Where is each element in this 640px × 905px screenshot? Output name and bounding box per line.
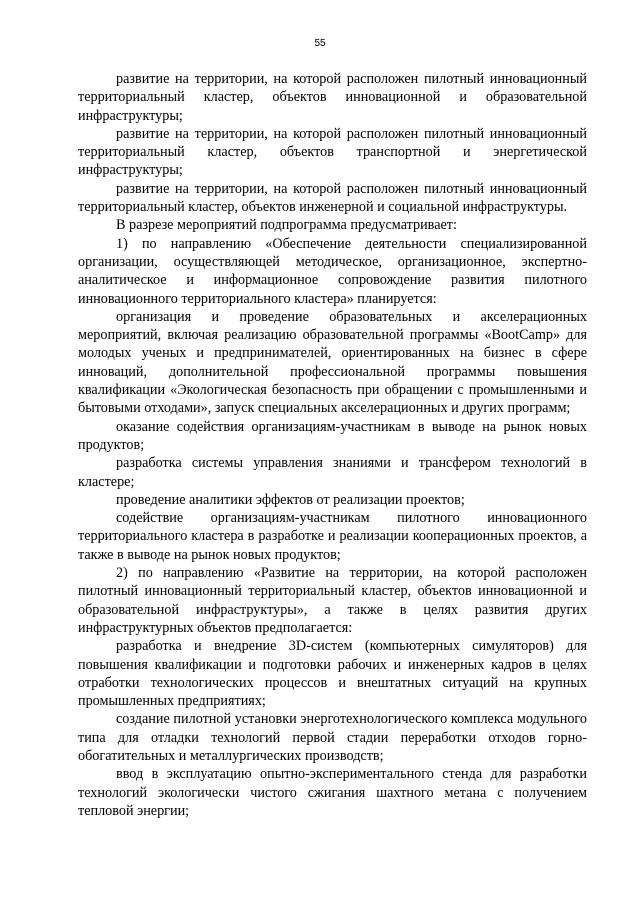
paragraph: содействие организациям-участникам пилотного инновационного территориального кластера в разработке и реализации кооперационных проектов, а также в выводе на рынок новых продуктов;	[78, 510, 587, 563]
paragraph: разработка системы управления знаниями и трансфером технологий в кластере;	[78, 455, 587, 490]
paragraph: 1) по направлению «Обеспечение деятельности специализированной организации, осуществляющей методическое, организационное, экспертно-аналитическое и информационное сопровождение развития пилотного инновационного территориального кластера» планируется:	[78, 235, 587, 307]
page-number: 55	[314, 38, 326, 49]
paragraph: развитие на территории, на которой расположен пилотный инновационный территориальный кластер, объектов транспортной и энергетической инфраструктуры;	[78, 125, 587, 179]
paragraph: В разрезе мероприятий подпрограмма предусматривает:	[116, 217, 457, 234]
paragraph: организация и проведение образовательных и акселерационных мероприятий, включая реализацию образовательной программы «BootCamp» для молодых ученых и предпринимателей, ориентированных на бизнес в сфере инноваций, дополнительной профессиональной программы повышения квалификации «Экологическая безопасность при обращении с промышленными и бытовыми отходами», запуск специальных акселерационных и других программ;	[78, 308, 587, 417]
paragraph: оказание содействия организациям-участникам в выводе на рынок новых продуктов;	[78, 418, 587, 453]
paragraph: создание пилотной установки энерготехнологического комплекса модульного типа для отладки технологий первой стадии переработки отходов горно-обогатительных и металлургических производств;	[78, 711, 587, 764]
paragraph: проведение аналитики эффектов от реализации проектов;	[116, 491, 465, 508]
paragraph: ввод в эксплуатацию опытно-экспериментального стенда для разработки технологий экологически чистого сжигания шахтного метана с получением тепловой энергии;	[78, 766, 587, 819]
paragraph: развитие на территории, на которой расположен пилотный инновационный территориальный кластер, объектов инновационной и образовательной инфраструктуры;	[78, 71, 587, 124]
body-text	[78, 70, 587, 820]
paragraph: 2) по направлению «Развитие на территории, на которой расположен пилотный инновационный территориальный кластер, объектов инновационной и образовательной инфраструктуры», а также в целях развития других инфраструктурных объектов предполагается:	[78, 565, 587, 636]
paragraph: развитие на территории, на которой расположен пилотный инновационный территориальный кластер, объектов инженерной и социальной инфраструктуры.	[78, 180, 587, 216]
paragraph: разработка и внедрение 3D-систем (компьютерных симуляторов) для повышения квалификации и подготовки рабочих и инженерных кадров в целях отработки технологических процессов и внештатных ситуаций на крупных промышленных предприятиях;	[78, 638, 587, 710]
